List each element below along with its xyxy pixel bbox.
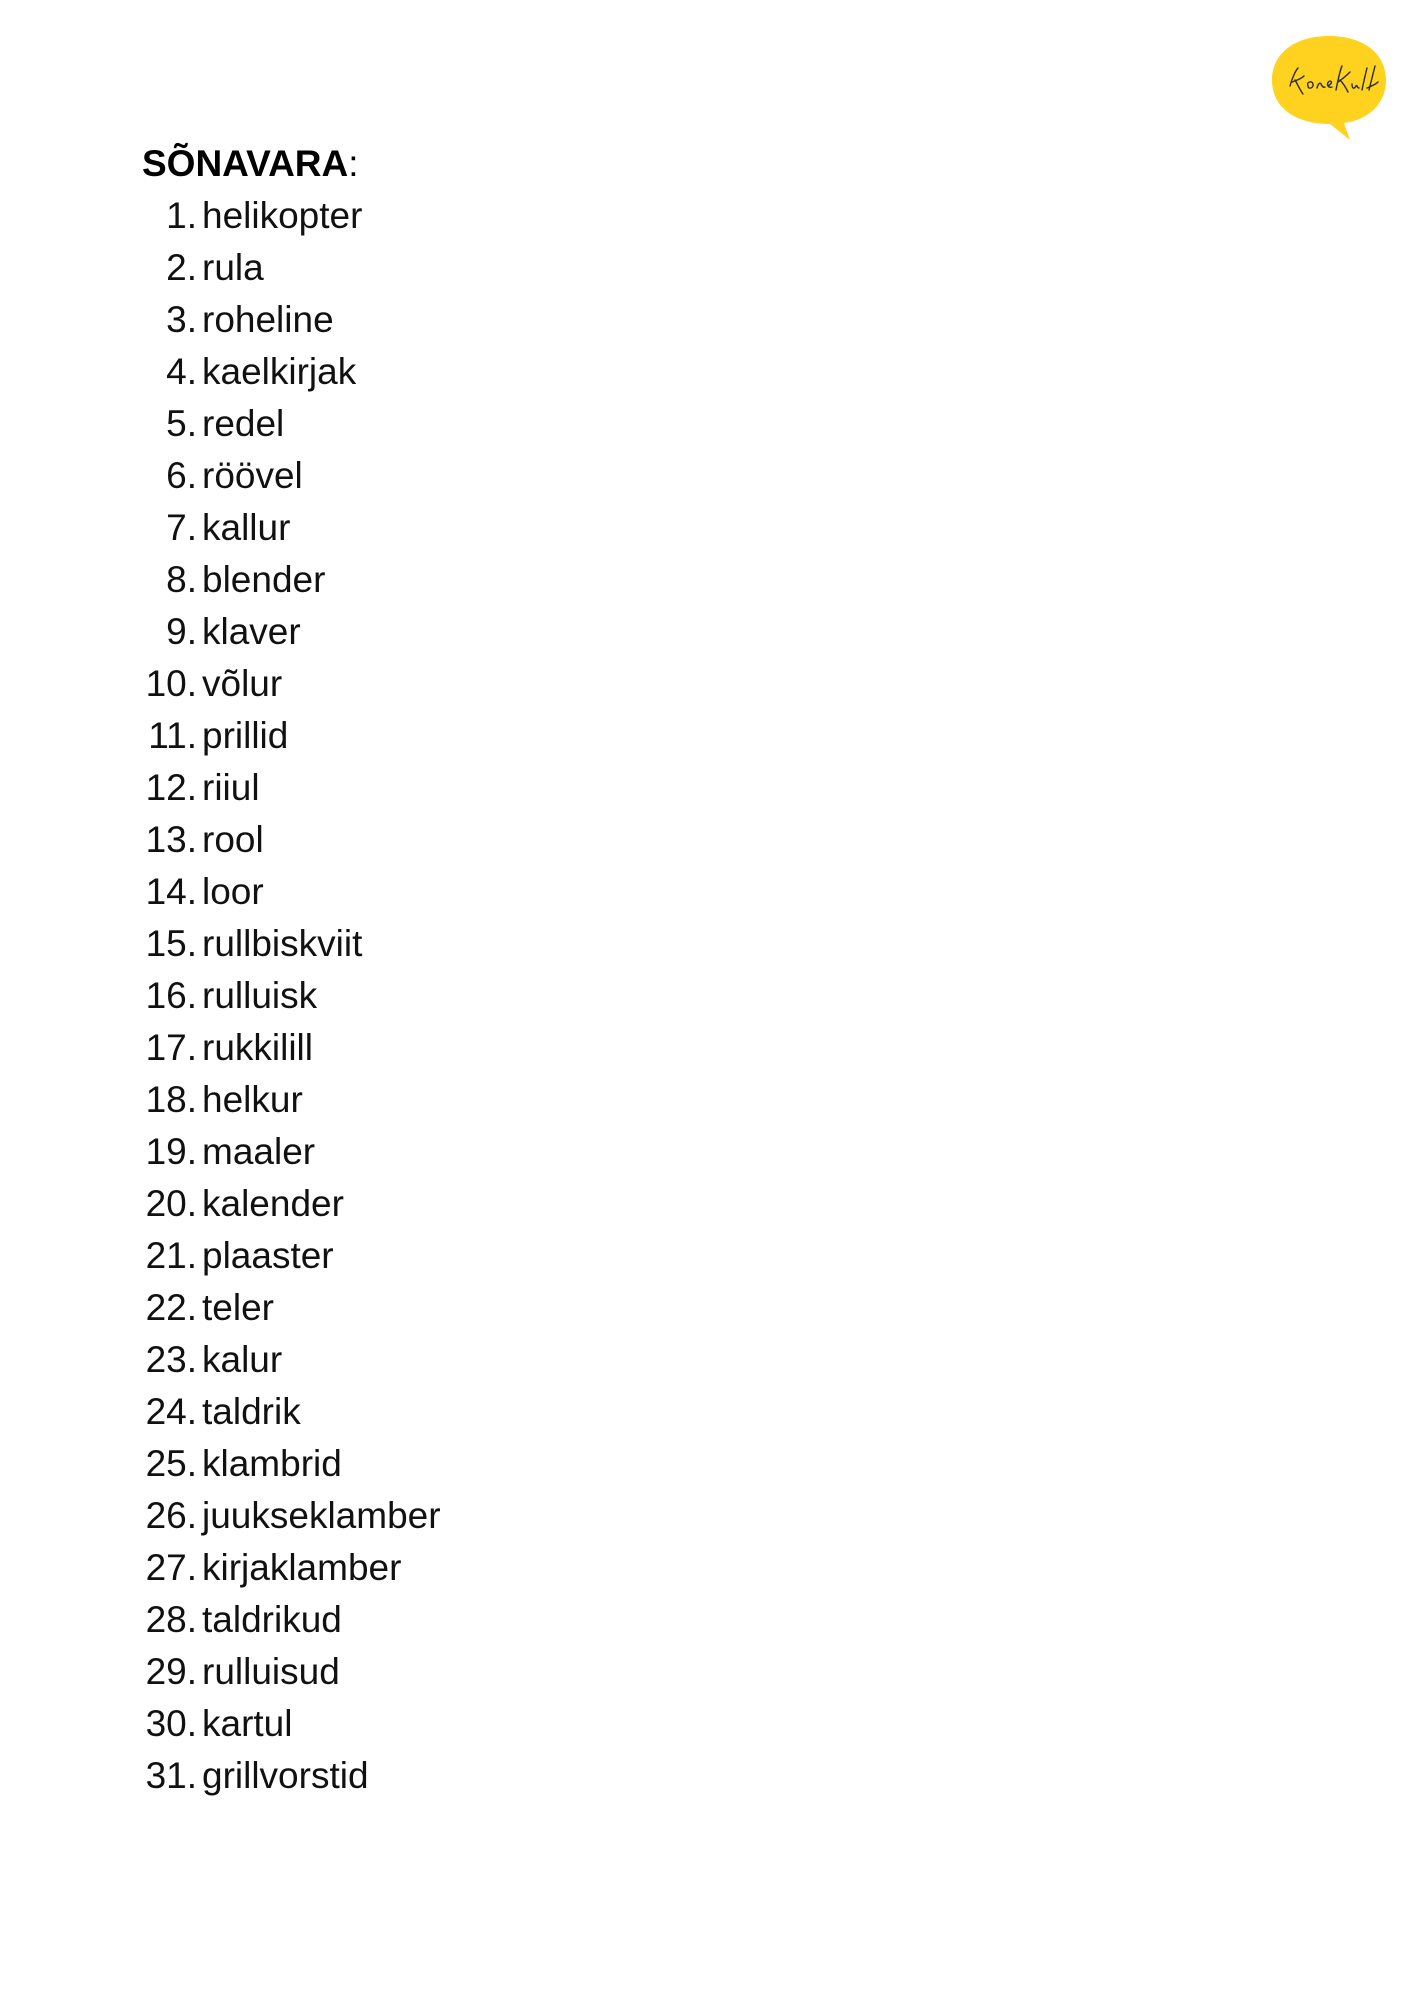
list-item-word: roheline — [202, 299, 334, 340]
list-item-word: klambrid — [202, 1443, 342, 1484]
list-item — [120, 970, 441, 1022]
list-item-number: 18. — [145, 1079, 197, 1120]
list-item-number: 10. — [145, 663, 197, 704]
list-item — [120, 1230, 441, 1282]
list-item — [120, 1698, 441, 1750]
list-item — [120, 762, 441, 814]
list-item-word: helikopter — [202, 195, 363, 236]
list-item-number: 27. — [145, 1547, 197, 1588]
list-item-word: rullbiskviit — [202, 923, 363, 964]
list-item-word: rulluisud — [202, 1651, 340, 1692]
list-item — [120, 1126, 441, 1178]
list-item-number: 29. — [145, 1651, 197, 1692]
list-item-word: rukkilill — [202, 1027, 313, 1068]
list-item — [120, 190, 441, 242]
list-item-word: prillid — [202, 715, 289, 756]
list-item — [120, 450, 441, 502]
list-item-word: kirjaklamber — [202, 1547, 402, 1588]
vocabulary-list — [120, 190, 441, 1802]
list-item-word: maaler — [202, 1131, 316, 1172]
list-item — [120, 1178, 441, 1230]
list-item-number: 7. — [166, 507, 197, 548]
list-item — [120, 658, 441, 710]
list-item-number: 13. — [145, 819, 197, 860]
list-item-number: 28. — [145, 1599, 197, 1640]
list-item-number: 19. — [145, 1131, 197, 1172]
list-item-number: 25. — [145, 1443, 197, 1484]
list-item — [120, 1750, 441, 1802]
list-item-word: klaver — [202, 611, 301, 652]
list-item-word: grillvorstid — [202, 1755, 369, 1796]
logo-text — [1268, 144, 1269, 145]
speech-bubble-logo-icon — [1268, 32, 1390, 144]
list-item-word: taldrik — [202, 1391, 301, 1432]
list-item — [120, 398, 441, 450]
list-item-number: 31. — [145, 1755, 197, 1796]
list-item-number: 6. — [166, 455, 197, 496]
list-item-number: 17. — [145, 1027, 197, 1068]
list-item — [120, 1594, 441, 1646]
list-item-word: kalur — [202, 1339, 283, 1380]
list-item-number: 4. — [166, 351, 197, 392]
list-item-number: 12. — [145, 767, 197, 808]
list-item-number: 21. — [145, 1235, 197, 1276]
list-item — [120, 1022, 441, 1074]
list-item-word: plaaster — [202, 1235, 334, 1276]
list-item-word: kallur — [202, 507, 291, 548]
list-item-number: 1. — [166, 195, 197, 236]
list-item-number: 8. — [166, 559, 197, 600]
list-item-number: 22. — [145, 1287, 197, 1328]
list-item-number: 5. — [166, 403, 197, 444]
list-item-word: kaelkirjak — [202, 351, 357, 392]
list-item — [120, 1074, 441, 1126]
list-item-word: riiul — [202, 767, 260, 808]
list-item-word: röövel — [202, 455, 303, 496]
list-item-number: 15. — [145, 923, 197, 964]
list-item-number: 11. — [148, 715, 197, 756]
list-item — [120, 1334, 441, 1386]
list-item — [120, 502, 441, 554]
page-title — [142, 138, 359, 190]
list-item-word: rula — [202, 247, 264, 288]
list-item-number: 26. — [145, 1495, 197, 1536]
list-item — [120, 1542, 441, 1594]
list-item — [120, 1646, 441, 1698]
page-title-text: SÕNAVARA — [142, 143, 349, 184]
list-item — [120, 294, 441, 346]
list-item-word: helkur — [202, 1079, 303, 1120]
list-item-word: rulluisk — [202, 975, 318, 1016]
list-item-word: blender — [202, 559, 326, 600]
list-item — [120, 918, 441, 970]
page-title-colon: : — [348, 143, 359, 184]
list-item-number: 14. — [145, 871, 197, 912]
list-item-word: taldrikud — [202, 1599, 342, 1640]
list-item — [120, 242, 441, 294]
list-item — [120, 554, 441, 606]
list-item — [120, 1282, 441, 1334]
list-item-word: loor — [202, 871, 264, 912]
list-item — [120, 1386, 441, 1438]
list-item-number: 2. — [166, 247, 197, 288]
list-item-number: 16. — [145, 975, 197, 1016]
list-item — [120, 710, 441, 762]
list-item — [120, 346, 441, 398]
list-item-number: 20. — [145, 1183, 197, 1224]
list-item-number: 23. — [145, 1339, 197, 1380]
list-item-number: 3. — [166, 299, 197, 340]
list-item — [120, 866, 441, 918]
list-item-word: võlur — [202, 663, 283, 704]
list-item-word: rool — [202, 819, 264, 860]
list-item-word: juukseklamber — [202, 1495, 441, 1536]
list-item — [120, 606, 441, 658]
list-item-word: kalender — [202, 1183, 344, 1224]
list-item — [120, 814, 441, 866]
list-item-word: teler — [202, 1287, 274, 1328]
list-item-word: redel — [202, 403, 285, 444]
list-item-word: kartul — [202, 1703, 293, 1744]
list-item — [120, 1438, 441, 1490]
list-item-number: 24. — [145, 1391, 197, 1432]
list-item-number: 9. — [166, 611, 197, 652]
list-item-number: 30. — [145, 1703, 197, 1744]
list-item — [120, 1490, 441, 1542]
